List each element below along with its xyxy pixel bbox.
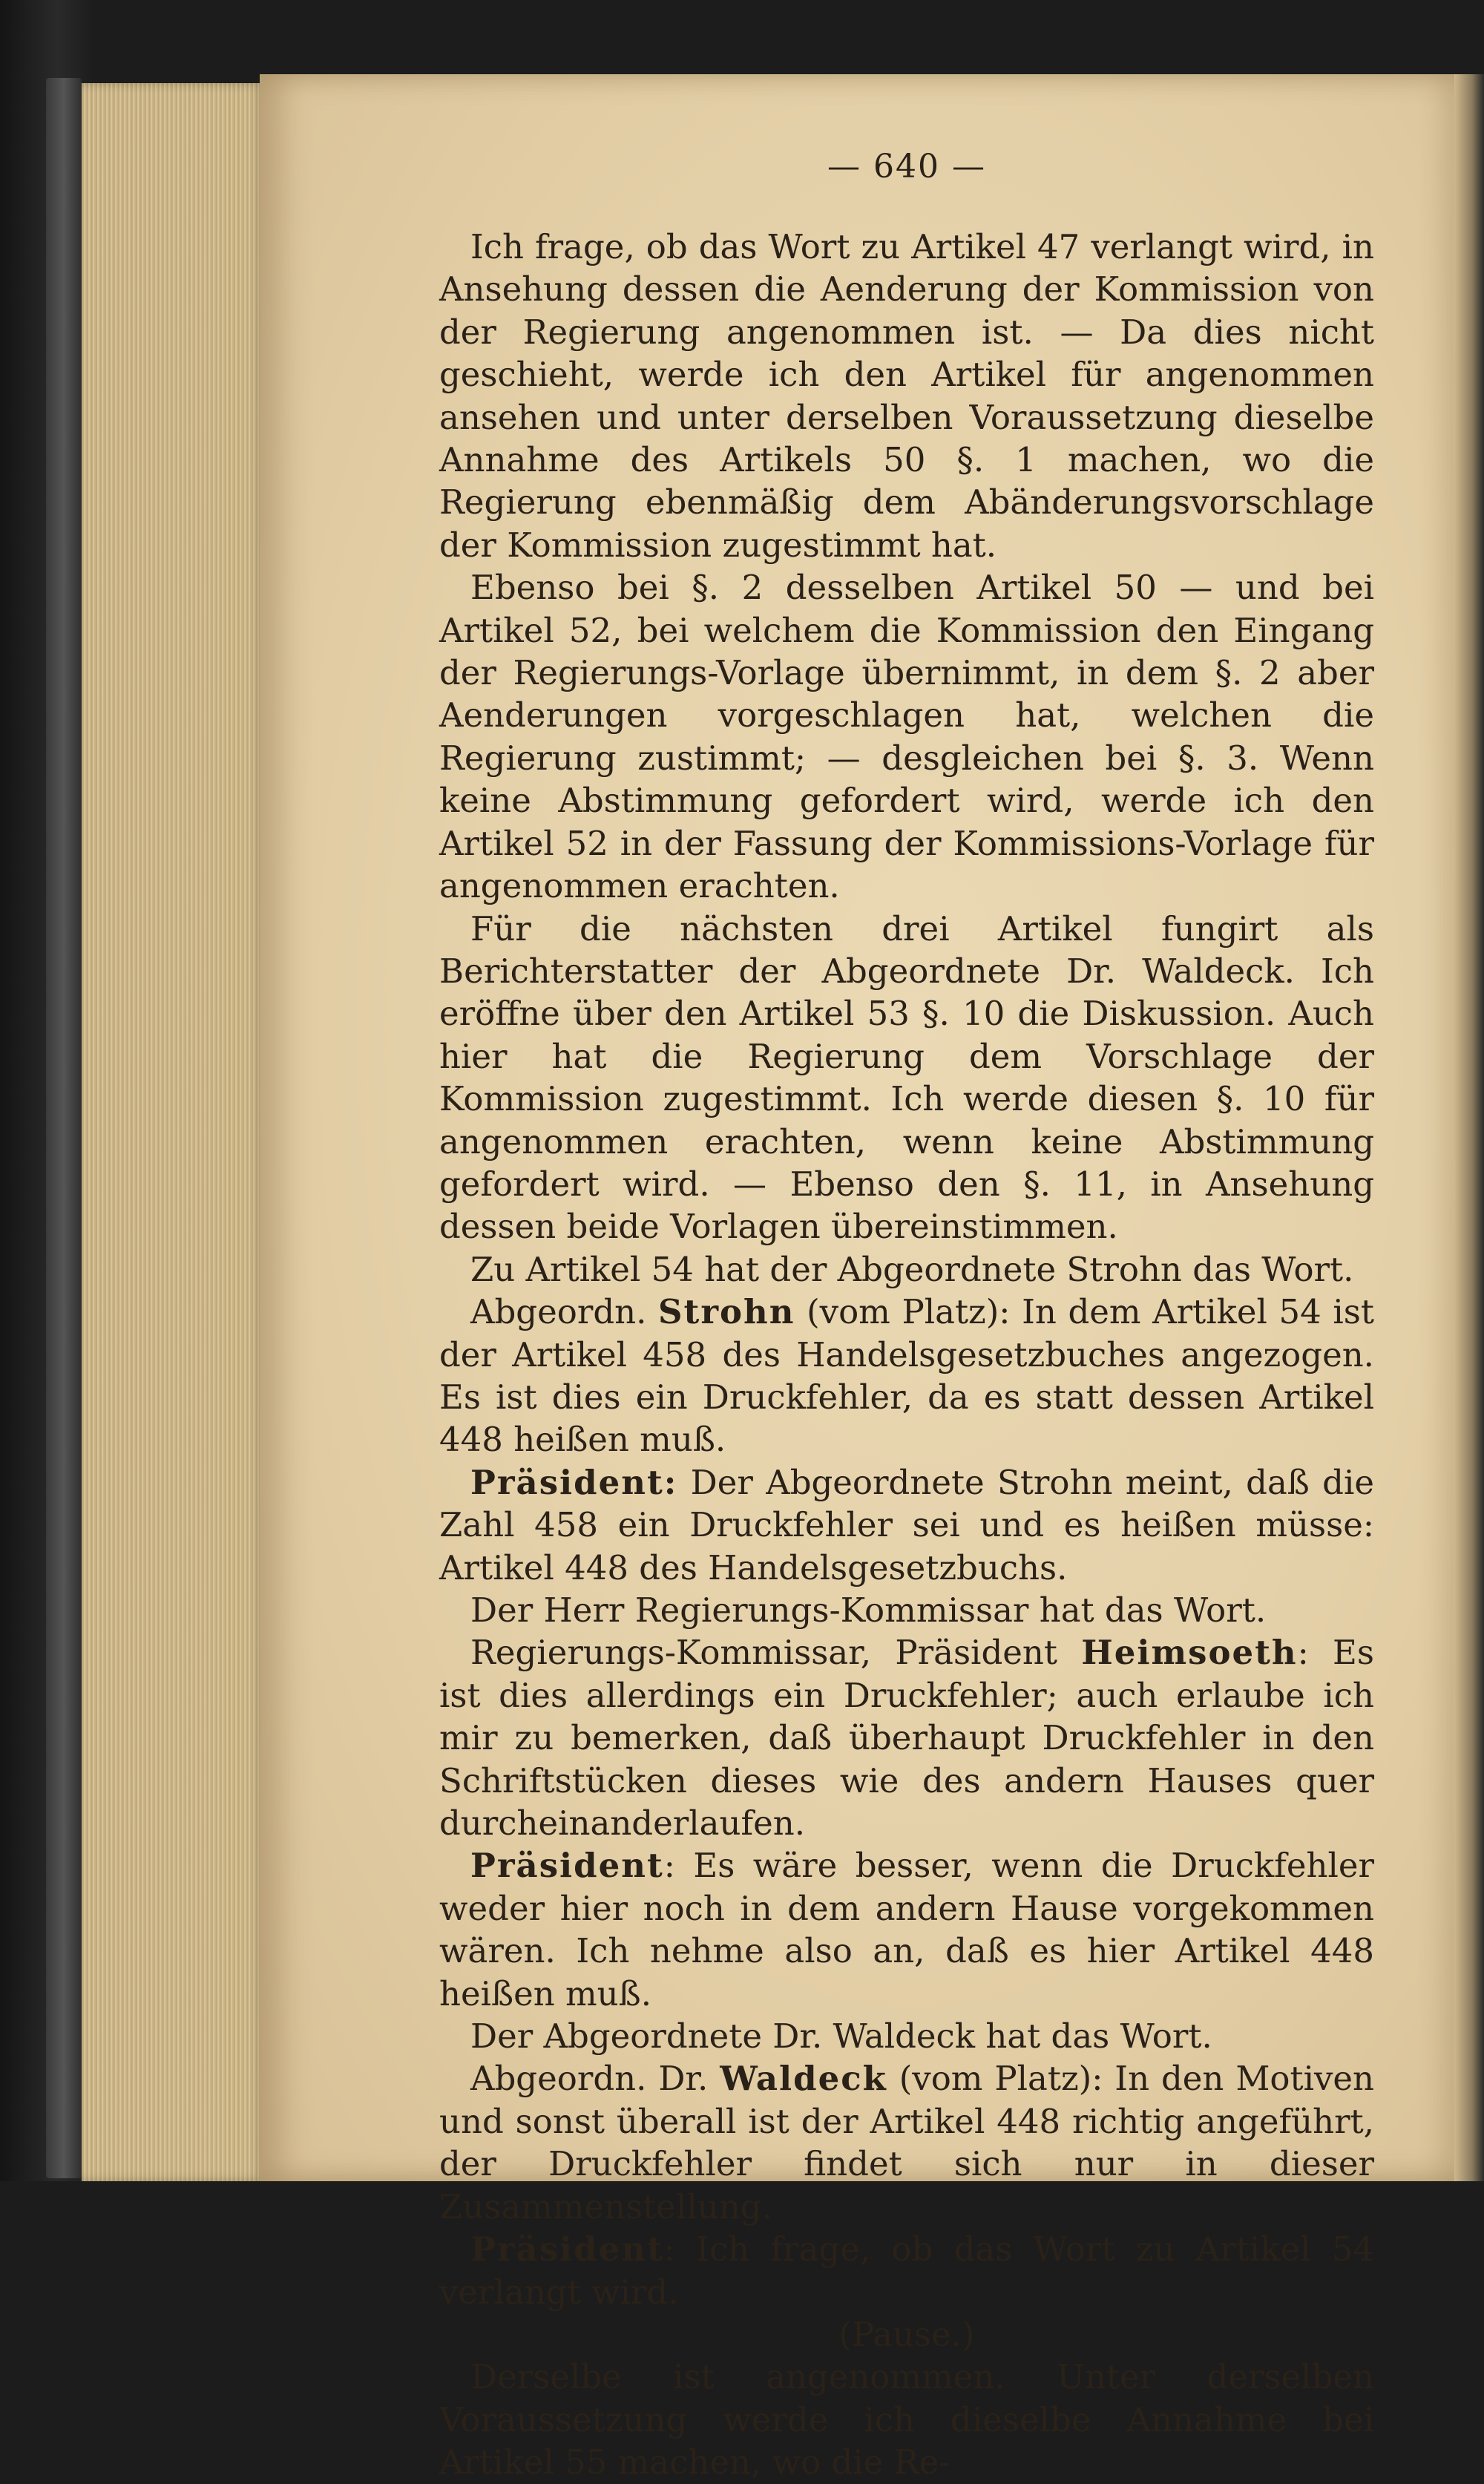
paragraph-10: Der Abgeordnete Dr. Waldeck hat das Wort. [470,2016,1212,2057]
speaker-name-praesident: Präsident: [470,1462,678,1502]
speaker-name-heimsoeth: Heimsoeth [1081,1633,1298,1673]
speech-text: : Ich frage, ob das Wort zu Artikel 54 verlangt wird. [439,2229,1374,2312]
speech-text: (vom Platz): In den Motiven und sonst überall ist der Artikel 448 richtig angeführt, der Druckfehler findet sich nur in dieser Zusammenstellung. [439,2059,1374,2226]
paragraph-9 [439,1844,1374,2015]
speaker-prefix: Regierungs-Kommissar, Präsident [470,1633,1082,1673]
paragraph-7: Der Herr Regierungs-Kommissar hat das Wort. [470,1590,1267,1630]
paragraph-2: Ebenso bei §. 2 desselben Artikel 50 — und bei Artikel 52, bei welchem die Kommission den Eingang der Regierungs-Vorlage übernimmt, in dem §. 2 aber Aenderungen vorgeschlagen hat, welchen die Regierung zustimmt; — desgleichen bei §. 3. Wenn keine Abstimmung gefordert wird, werde ich den Artikel 52 in der Fassung der Kommissions-Vorlage für angenommen erachten. [439,568,1374,906]
paragraph-12 [439,2228,1374,2313]
paragraph-14: Derselbe ist angenommen. Unter derselben Voraussetzung werde ich dieselbe Annahme bei Artikel 55 machen, wo die Re- [439,2357,1374,2483]
page-gutter-right [1454,74,1484,2181]
paragraph-3: Für die nächsten drei Artikel fungirt als Berichterstatter der Abgeordnete Dr. Waldeck. Ich eröffne über den Artikel 53 §. 10 die Diskussion. Auch hier hat die Regierung dem Vorschlage der Kommission zugestimmt. Ich werde diesen §. 10 für angenommen erachten, wenn keine Abstimmung gefordert wird. — Ebenso den §. 11, in Ansehung dessen beide Vorlagen übereinstimmen. [439,908,1374,1247]
cover-edge [46,78,82,2178]
page-content [439,141,1374,2484]
paragraph-1: Ich frage, ob das Wort zu Artikel 47 verlangt wird, in Ansehung dessen die Aenderung der Kommission von der Regierung angenommen ist. — Da dies nicht geschieht, werde ich den Artikel für angenommen ansehen und unter derselben Voraussetzung dieselbe Annahme des Artikels 50 §. 1 machen, wo die Regierung ebenmäßig dem Abänderungsvorschlage der Kommission zugestimmt hat. [439,227,1374,565]
speech-text: : Es ist dies allerdings ein Druckfehler; auch erlaube ich mir zu bemerken, daß überhaupt Druckfehler in den Schriftstücken dieses wie des andern Hauses quer durcheinanderlaufen. [439,1633,1374,1844]
paragraph-8 [439,1631,1374,1844]
speaker-name-waldeck: Waldeck [720,2059,887,2099]
paragraph-11 [439,2057,1374,2228]
paragraph-6 [439,1461,1374,1589]
paragraph-4: Zu Artikel 54 hat der Abgeordnete Strohn das Wort. [470,1249,1354,1289]
speaker-prefix: Abgeordn. Dr. [470,2059,720,2099]
pause-note: (Pause.) [838,2314,975,2354]
speech-text: Der Abgeordnete Strohn meint, daß die Zahl 458 ein Druckfehler sei und es heißen müsse: Artikel 448 des Handelsgesetzbuchs. [439,1462,1374,1587]
speech-text: (vom Platz): In dem Artikel 54 ist der Artikel 458 des Handelsgesetzbuches angezogen. Es ist dies ein Druckfehler, da es statt dessen Artikel 448 heißen muß. [439,1292,1374,1460]
speaker-prefix: Abgeordn. [470,1292,659,1332]
speaker-name-strohn: Strohn [658,1292,795,1332]
speaker-name-praesident: Präsident [470,1846,664,1886]
paragraph-5 [439,1291,1374,1461]
speaker-name-praesident: Präsident [470,2229,664,2270]
page-stack-edge [82,83,267,2181]
speech-text: : Es wäre besser, wenn die Druckfehler weder hier noch in dem andern Hause vorgekommen wären. Ich nehme also an, daß es hier Artikel 448 heißen muß. [439,1846,1374,2013]
page-number: — 640 — [827,148,986,186]
